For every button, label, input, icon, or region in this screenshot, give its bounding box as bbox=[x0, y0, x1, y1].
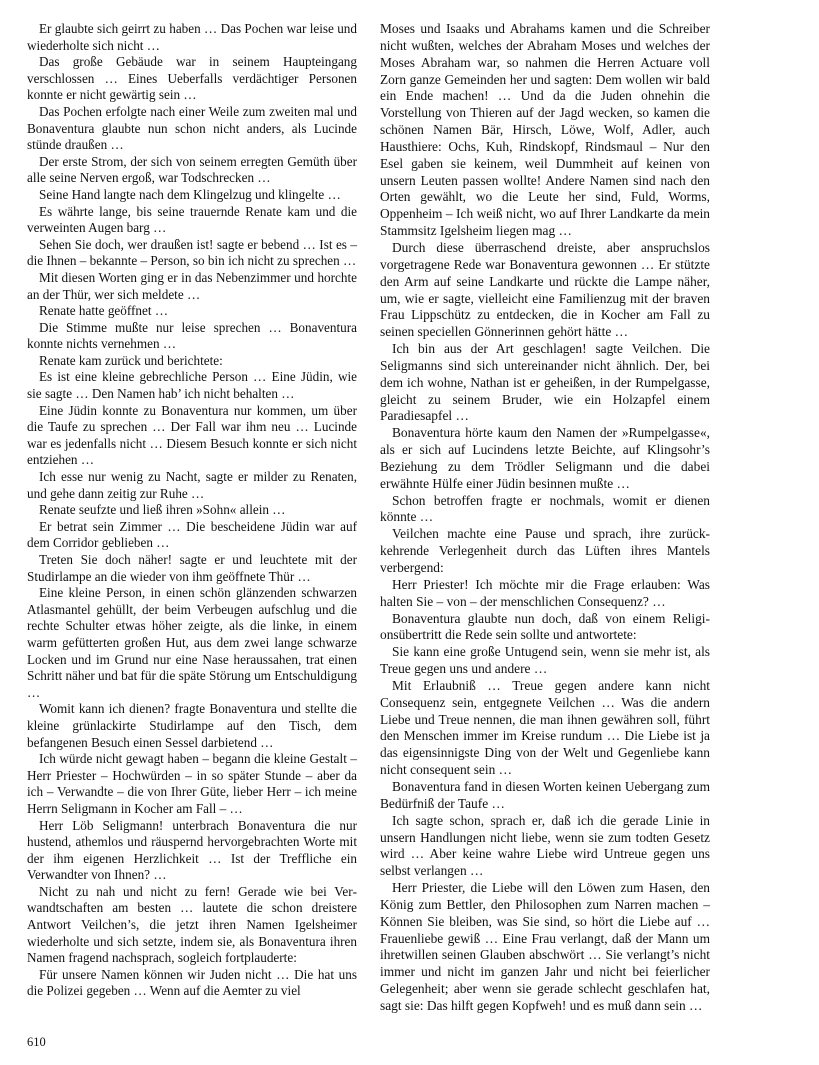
paragraph: Sie kann eine große Untugend sein, wenn sie mehr ist, als Treue gegen uns und andere … bbox=[380, 644, 710, 677]
paragraph: Sehen Sie doch, wer draußen ist! sagte er bebend … Ist es – die Ihnen – bekannte – Person, so bin ich nicht zu sprechen … bbox=[27, 236, 357, 269]
paragraph: Es währte lange, bis seine trauernde Renate kam und die verweinten Augen barg … bbox=[27, 203, 357, 236]
paragraph: Er glaubte sich geirrt zu haben … Das Pochen war leise und wiederholte sich nicht … bbox=[27, 21, 357, 53]
paragraph: Das große Gebäude war in seinem Haupteingang verschlossen … Eines Ueberfalls verdächtiger Personen konnte er nicht gewärtig sein … bbox=[27, 54, 357, 103]
paragraph: Renate hatte geöffnet … bbox=[39, 303, 169, 319]
paragraph: Es ist eine kleine gebrechliche Person … Eine Jüdin, wie sie sagte … Den Namen hab’ ich nicht behalten … bbox=[27, 369, 357, 402]
paragraph: Schon betroffen fragte er nochmals, womit er dienen könnte … bbox=[380, 492, 710, 525]
paragraph: Eine Jüdin konnte zu Bonaventura nur kommen, um über die Taufe zu sprechen … Der Fall war ihm neu … Lucinde war es jedenfalls nicht … Diesem Besuch konnte er sich nicht entziehen … bbox=[27, 402, 357, 468]
paragraph-continuation: Moses und Isaaks und Abrahams kamen und die Schreiber nicht wußten, welches der Abraham Moses und welches der Moses Abraham war, so nahmen die Herren Actuare voll Zorn ganze Gemeinden her und sagten: Dem wollen wir bald ein Ende machen! … Und da die Juden ohnehin die Vorstellung von Thieren auf der Jagd wecken, so kamen die schönen Namen Bär, Hirsch, Löwe, Wolf, Adler, auch Hausthiere: Ochs, Kuh, Rindskopf, Rindsmaul – Nur den Esel gaben sie keinem, weil Dummheit auf keinen von unsern Leuten passen wollte! Andere Namen sind nach den Orten gewählt, wo die Leute her sind, Fuld, Worms, Oppenheim – Ich weiß nicht, wo auf Ihrer Landkarte da mein Stammsitz Igelsheim liegen mag … bbox=[380, 21, 710, 239]
paragraph: Herr Löb Seligmann! unterbrach Bonaventura die nur hustend, athemlos und räuspernd hervorgebrachten Worte mit der ihm eigenen Herzlichkeit … Ist der Treffliche ein Verwandter von Ihnen? … bbox=[27, 817, 357, 883]
paragraph: Ich esse nur wenig zu Nacht, sagte er milder zu Renaten, und gehe dann zeitig zur Ruhe … bbox=[27, 469, 357, 501]
paragraph: Bonaventura hörte kaum den Namen der »Rumpelgasse«, als er sich auf Lucindens letzte Beichte, auf Klingsohr’s Beziehung zu dem Trödler Seligmann und die dabei erwähnte Hülfe einer Jüdin besinnen mußte … bbox=[380, 425, 710, 491]
paragraph: Herr Priester, die Liebe will den Löwen zum Hasen, den König zum Bettler, den Philosophen zum Narren machen – Können Sie bleiben, was Sie sind, so hört die Liebe auf … Frauenliebe gewiß … Eine Frau verlangt, daß der Mann um ihretwillen seinen Glauben abschwört … Sie verlangt’s nicht immer und nicht im ganzen Jahr und nicht bei feierlicher Gelegenheit; aber wenn sie gerade schlecht geschlafen hat, sagt sie: Das hilft gegen Kopfweh! und es muß dann sein … bbox=[380, 880, 710, 1013]
paragraph: Der erste Strom, der sich von seinem erregten Gemüth über alle seine Nerven ergoß, war Todschrecken … bbox=[27, 153, 357, 186]
paragraph: Renate kam zurück und berichtete: bbox=[39, 352, 223, 368]
paragraph: Für unsere Namen können wir Juden nicht … Die hat uns die Polizei gegeben … Wenn auf die Aemter zu viel bbox=[27, 966, 357, 999]
paragraph: Eine kleine Person, in einen schön glänzenden schwarzen Atlasmantel gehüllt, der beim Verbeugen aufschlug und die rechte Schulter etwas höher zeigte, als die linke, in einem warm gefütterten großen Hut, aus dem zwei lange schwarze Locken und im Grund nur eine Nase heraussahen, trat einen Schritt näher und bat für die späte Störung um Entschuldigung … bbox=[27, 585, 357, 700]
paragraph: Bonaventura fand in diesen Worten keinen Uebergang zum Bedürfniß der Taufe … bbox=[380, 778, 710, 811]
paragraph: Ich würde nicht gewagt haben – begann die kleine Gestalt – Herr Priester – Hochwürden – in so später Stunde – aber da ich – Verwandte – die von Ihrer Güte, lieber Herr – ich meine Herrn Seligmann in Kocher am Fall – … bbox=[27, 751, 357, 816]
paragraph: Ich sagte schon, sprach er, daß ich die gerade Linie in unsern Handlungen nicht liebe, wenn sie zum todten Gesetz wird … Aber keine wahre Liebe wird Untreue gegen uns selbst verlangen … bbox=[380, 812, 710, 879]
page-number: 610 bbox=[27, 1035, 46, 1049]
paragraph: Herr Priester! Ich möchte mir die Frage erlauben: Was halten Sie – von – der menschlichen Consequenz? … bbox=[380, 576, 710, 609]
paragraph: Die Stimme mußte nur leise sprechen … Bonaventura konnte nichts vernehmen … bbox=[27, 319, 357, 352]
paragraph: Ich bin aus der Art geschlagen! sagte Veilchen. Die Seligmanns sind sich untereinander nicht ähnlich. Der, bei dem ich wohne, Nathan ist er geheißen, in der Rumpelgasse, gleicht zu seinem Bruder, wie ein Holzapfel einem Paradiesapfel … bbox=[380, 341, 710, 424]
paragraph: Bonaventura glaubte nun doch, daß von einem Religionsübertritt die Rede sein sollte und antwortete: bbox=[380, 610, 710, 643]
paragraph: Seine Hand langte nach dem Klingelzug und klingelte … bbox=[39, 186, 341, 202]
paragraph: Nicht zu nah und nicht zu fern! Gerade wie bei Verwandtschaften am besten … lautete die schon dreistere Antwort Veilchen’s, die jetzt ihren Namen Igelsheimer wiederholte und sich setzte, indem sie, als Bonaventura ihren Namen fragend nachsprach, sogleich fortplauderte: bbox=[27, 883, 357, 966]
paragraph: Veilchen machte eine Pause und sprach, ihre zurückkehrende Verlegenheit durch das Lüften ihres Mantels verbergend: bbox=[380, 526, 710, 575]
paragraph: Das Pochen erfolgte nach einer Weile zum zweiten mal und Bonaventura glaubte nun schon nicht anders, als Lucinde stünde draußen … bbox=[27, 103, 357, 153]
paragraph: Mit diesen Worten ging er in das Nebenzimmer und horchte an der Thür, wer sich meldete … bbox=[27, 269, 357, 302]
left-column bbox=[27, 21, 357, 1000]
paragraph: Mit Erlaubniß … Treue gegen andere kann nicht Consequenz sein, entgegnete Veilchen … Was die andern Liebe und Treue nennen, die man ihnen gewähren soll, führt den Menschen immer im Kreise rundum … Die Liebe ist ja das eigensinnigste Ding von der Welt und Gegenliebe kann nicht consequent sein … bbox=[380, 677, 710, 778]
paragraph: Renate seufzte und ließ ihren »Sohn« allein … bbox=[39, 502, 286, 518]
paragraph: Durch diese überraschend dreiste, aber anspruchslos vorgetragene Rede war Bonaventura gewonnen … Er stützte den Arm auf seine Landkarte und rückte die Lampe näher, um, wie er sagte, vielleicht eine Familienzug mit der braven Frau Lippschütz zu entdecken, die in Kocher am Fall zu seinen speciellen Gönnerinnen gehört hätte … bbox=[380, 239, 710, 340]
right-column bbox=[380, 21, 710, 1015]
paragraph: Treten Sie doch näher! sagte er und leuchtete mit der Studirlampe an die wieder von ihm geöffnete Thür … bbox=[27, 552, 357, 584]
paragraph: Womit kann ich dienen? fragte Bonaventura und stellte die kleine grünlackirte Studirlampe auf den Tisch, dem befangenen Besuch einen Sessel darbietend … bbox=[27, 701, 357, 750]
paragraph: Er betrat sein Zimmer … Die bescheidene Jüdin war auf dem Corridor geblieben … bbox=[27, 518, 357, 551]
